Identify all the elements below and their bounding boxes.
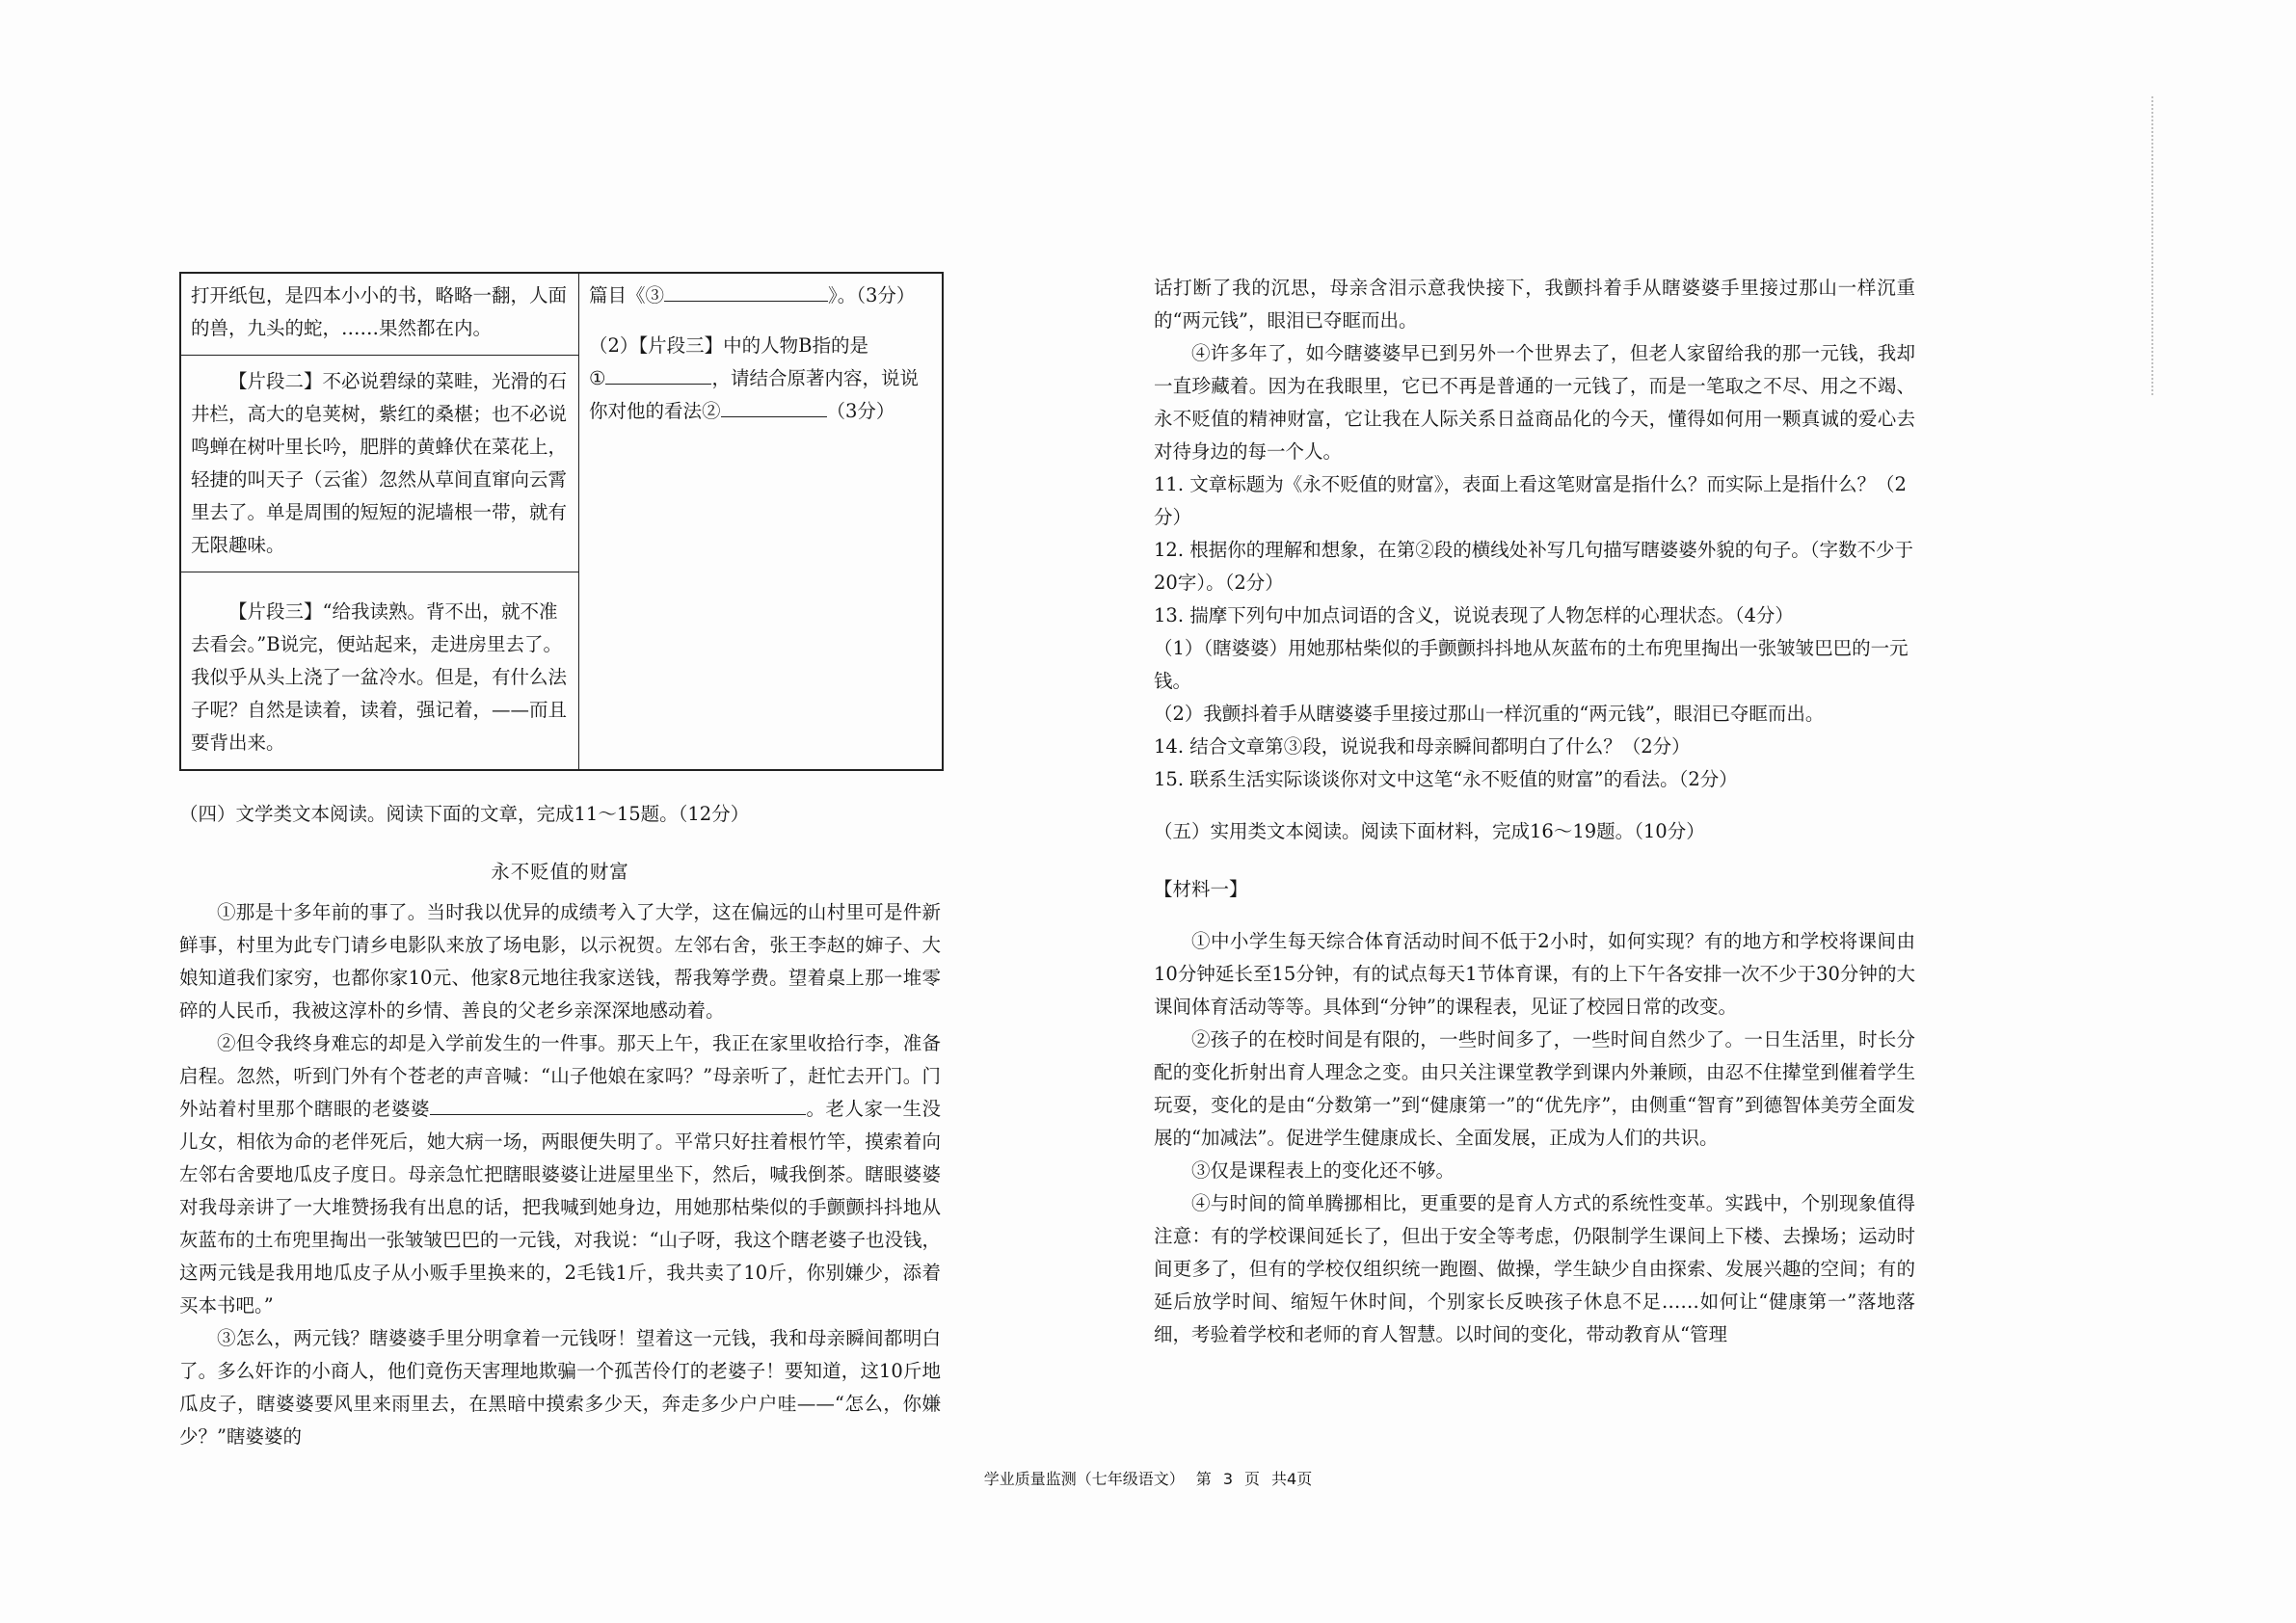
section-five-header: （五）实用类文本阅读。阅读下面材料，完成16～19题。（10分） <box>1154 820 1705 842</box>
answer-blank-2[interactable] <box>721 395 827 417</box>
fragment-two-text: 【片段二】不必说碧绿的菜畦，光滑的石井栏，高大的皂荚树，紫红的桑椹；也不必说鸣蝉在树叶里长吟，肥胖的黄蜂伏在菜花上，轻捷的叫天子（云雀）忽然从草间直窜向云霄里去了。单是周围的短短的泥墙根一带，就有无限趣味。 <box>191 370 568 556</box>
page-footer: 学业质量监测（七年级语文） 第 3 页 共4页 <box>983 1470 1313 1488</box>
question-15: 15. 联系生活实际谈谈你对文中这笔“永不贬值的财富”的看法。（2分） <box>1154 768 1738 790</box>
material-para-2: ②孩子的在校时间是有限的，一些时间多了，一些时间自然少了。一日生活里，时长分配的变化折射出育人理念之变。由只关注课堂教学到课内外兼顾，由忍不住撵堂到催着学生玩耍，变化的是由“分数第一”到“健康第一”的“优先序”，由侧重“智育”到德智体美劳全面发展的“加减法”。促进学生健康成长、全面发展，正成为人们的共识。 <box>1154 1028 1915 1149</box>
article-para-4: ④许多年了，如今瞎婆婆早已到另外一个世界去了，但老人家留给我的那一元钱，我却一直珍藏着。因为在我眼里，它已不再是普通的一元钱了，而是一笔取之不尽、用之不竭、永不贬值的精神财富，它让我在人际关系日益商品化的今天，懂得如何用一颗真诚的爱心去对待身边的每一个人。 <box>1154 342 1915 463</box>
question-12: 12. 根据你的理解和想象，在第②段的横线处补写几句描写瞎婆婆外貌的句子。（字数不少于20字）。（2分） <box>1154 539 1913 594</box>
fragment-two-cell <box>180 356 579 572</box>
article-title: 永不贬值的财富 <box>491 861 629 883</box>
footer-page-number: 3 <box>1222 1470 1233 1488</box>
q2-line3: 你对他的看法② （3分） <box>589 395 932 428</box>
article-fill-blank[interactable] <box>430 1093 806 1115</box>
fragment-three-text: 【片段三】“给我读熟。背不出，就不准去看会。”B说完，便站起来，走进房里去了。我似乎从头上浇了一盆冷水。但是，有什么法子呢？自然是读着，读着，强记着，——而且要背出来。 <box>191 600 568 754</box>
q2-line2: ① ，请结合原著内容，说说 <box>589 362 932 395</box>
article-para-2: ②但令我终身难忘的却是入学前发生的一件事。那天上午，我正在家里收拾行李，准备启程。忽然，听到门外有个苍老的声音喊：“山子他娘在家吗？”母亲听了，赶忙去开门。门外站着村里那个瞎眼的老婆婆 。老人家一生没儿女，相依为命的老伴死后，她大病一场，两眼便失明了。平常只好拄着根竹竿，摸索着向左邻右舍要地瓜皮子度日。母亲急忙把瞎眼婆婆让进屋里坐下，然后，喊我倒茶。瞎眼婆婆对我母亲讲了一大堆赞扬我有出息的话，把我喊到她身边，用她那枯柴似的手颤颤抖抖地从灰蓝布的土布兜里掏出一张皱皱巴巴的一元钱，对我说：“山子呀，我这个瞎老婆子也没钱，这两元钱是我用地瓜皮子从小贩手里换来的，2毛钱1斤，我共卖了10斤，你别嫌少，添着买本书吧。” <box>179 1032 941 1317</box>
questions-cell <box>579 273 944 770</box>
footer-exam-name: 学业质量监测（七年级语文） <box>983 1470 1185 1488</box>
fragment-one-text: 打开纸包，是四本小小的书，略略一翻，人面的兽，九头的蛇，……果然都在内。 <box>191 284 568 339</box>
section-four-header: （四）文学类文本阅读。阅读下面的文章，完成11～15题。（12分） <box>179 803 750 825</box>
right-column <box>1154 272 1915 1351</box>
q2-line1: （2）【片段三】中的人物B指的是 <box>589 334 868 357</box>
fragments-table <box>179 272 944 771</box>
material-para-1: ①中小学生每天综合体育活动时间不低于2小时，如何实现？有的地方和学校将课间由10分钟延长至15分钟，有的试点每天1节体育课，有的上下午各安排一次不少于30分钟的大课间体育活动等等。具体到“分钟”的课程表，见证了校园日常的改变。 <box>1154 930 1915 1018</box>
scan-edge-mark <box>2151 96 2155 395</box>
fragment-one-cell <box>180 273 579 356</box>
material-para-4: ④与时间的简单腾挪相比，更重要的是育人方式的系统性变革。实践中，个别现象值得注意：有的学校课间延长了，但出于安全等考虑，仍限制学生课间上下楼、去操场；运动时间更多了，但有的学校仅组织统一跑圈、做操，学生缺少自由探索、发展兴趣的空间；有的延后放学时间、缩短午休时间，个别家长反映孩子休息不足……如何让“健康第一”落地落细，考验着学校和老师的育人智慧。以时间的变化，带动教育从“管理 <box>1154 1192 1915 1345</box>
article-para-3: ③怎么，两元钱？瞎婆婆手里分明拿着一元钱呀！望着这一元钱，我和母亲瞬间都明白了。多么奸诈的小商人，他们竟伤天害理地欺骗一个孤苦伶仃的老婆子！要知道，这10斤地瓜皮子，瞎婆婆要风里来雨里去，在黑暗中摸索多少天，奔走多少户户哇——“怎么，你嫌少？”瞎婆婆的 <box>179 1327 941 1448</box>
fragment-three-cell <box>180 572 579 771</box>
q-title-line: 篇目《③ 》。（3分） <box>589 279 932 312</box>
question-13-2: （2）我颤抖着手从瞎婆婆手里接过那山一样沉重的“两元钱”，眼泪已夺眶而出。 <box>1154 703 1825 725</box>
answer-blank-1[interactable] <box>605 362 711 385</box>
article-para-3-cont: 话打断了我的沉思，母亲含泪示意我快接下，我颤抖着手从瞎婆婆手里接过那山一样沉重的“两元钱”，眼泪已夺眶而出。 <box>1154 277 1915 332</box>
article-para-1: ①那是十多年前的事了。当时我以优异的成绩考入了大学，这在偏远的山村里可是件新鲜事，村里为此专门请乡电影队来放了场电影，以示祝贺。左邻右舍，张王李赵的婶子、大娘知道我们家穷，也都你家10元、他家8元地往我家送钱，帮我筹学费。望着桌上那一堆零碎的人民币，我被这淳朴的乡情、善良的父老乡亲深深地感动着。 <box>179 901 941 1022</box>
material-one-label: 【材料一】 <box>1154 878 1248 900</box>
material-para-3: ③仅是课程表上的变化还不够。 <box>1191 1159 1455 1182</box>
question-13-1: （1）（瞎婆婆）用她那枯柴似的手颤颤抖抖地从灰蓝布的土布兜里掏出一张皱皱巴巴的一元钱。 <box>1154 637 1909 692</box>
question-13: 13. 揣摩下列句中加点词语的含义，说说表现了人物怎样的心理状态。（4分） <box>1154 604 1794 626</box>
answer-blank-3[interactable] <box>664 279 828 302</box>
footer-total-pages: 共4页 <box>1271 1470 1313 1488</box>
question-14: 14. 结合文章第③段，说说我和母亲瞬间都明白了什么？（2分） <box>1154 735 1691 758</box>
left-column <box>179 272 941 1453</box>
question-11: 11. 文章标题为《永不贬值的财富》，表面上看这笔财富是指什么？而实际上是指什么？（2分） <box>1154 473 1907 528</box>
